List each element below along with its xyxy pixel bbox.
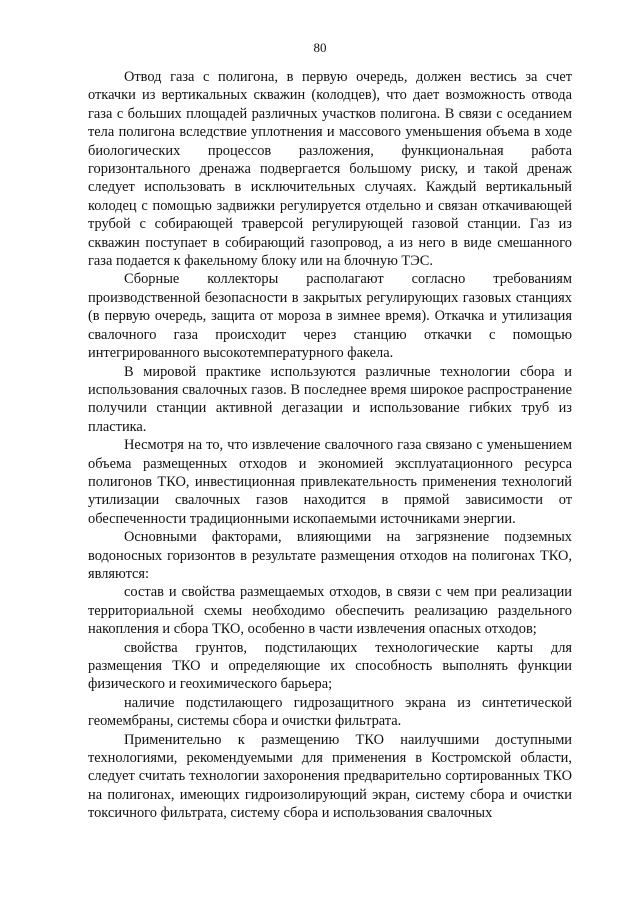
list-item-soil-properties: свойства грунтов, подстилающих технологические карты для размещения ТКО и определяющие их способность выполнять функции физического и геохимического барьера; (88, 639, 572, 693)
paragraph-investment: Несмотря на то, что извлечение свалочного газа связано с уменьшением объема размещенных отходов и экономией эксплуатационного ресурса полигонов ТКО, инвестиционная привлекательность применения технологий утилизации свалочных газов находится в прямой зависимости от обеспеченности традиционными ископаемыми источниками энергии. (88, 437, 572, 527)
paragraph-best-technologies: Применительно к размещению ТКО наилучшими доступными технологиями, рекомендуемыми для применения в Костромской области, следует считать технологии захоронения предварительно сортированных ТКО на полигонах, имеющих гидроизолирующий экран, систему сбора и очистки токсичного фильтрата, систему сбора и использования свалочных (88, 731, 572, 822)
paragraph-collectors: Сборные коллекторы располагают согласно требованиям производственной безопасности в закрытых регулирующих газовых станциях (в первую очередь, защита от мороза в зимнее время). Откачка и утилизация свалочного газа происходит через станцию откачки с помощью интегрированного высокотемпературного факела. (88, 271, 572, 362)
paragraph-gas-extraction: Отвод газа с полигона, в первую очередь, должен вестись за счет откачки из вертикальных скважин (колодцев), что дает возможность отвода газа с больших площадей различных участков полигона. В связи с оседанием тела полигона вследствие уплотнения и массового уменьшения объема в ходе биологических процессов разложения, функциональная работа горизонтального дренажа подвергается большому риску, и такой дренаж следует использовать в исключительных случаях. Каждый вертикальный колодец с помощью задвижки регулируется отдельно и связан откачивающей трубой с собирающей траверсой регулирующей газовой станции. Газ из скважин поступает в собирающий газопровод, а из него в виде смешанного газа подается к факельному блоку или на блочную ТЭС. (88, 69, 572, 270)
document-body (88, 68, 572, 823)
paragraph-world-practice: В мировой практике используются различные технологии сбора и использования свалочных газов. В последнее время широкое распространение получили станции активной дегазации и использование гибких труб из пластика. (88, 363, 572, 435)
paragraph-factors-intro: Основными факторами, влияющими на загрязнение подземных водоносных горизонтов в результате размещения отходов на полигонах ТКО, являются: (88, 529, 572, 582)
page-number: 80 (313, 40, 327, 55)
list-item-waste-composition: состав и свойства размещаемых отходов, в связи с чем при реализации территориальной схемы необходимо обеспечить реализацию раздельного накопления и сбора ТКО, особенно в части извлечения опасных отходов; (88, 584, 572, 638)
list-item-geomembrane: наличие подстилающего гидрозащитного экрана из синтетической геомембраны, системы сбора и очистки фильтрата. (88, 694, 572, 730)
